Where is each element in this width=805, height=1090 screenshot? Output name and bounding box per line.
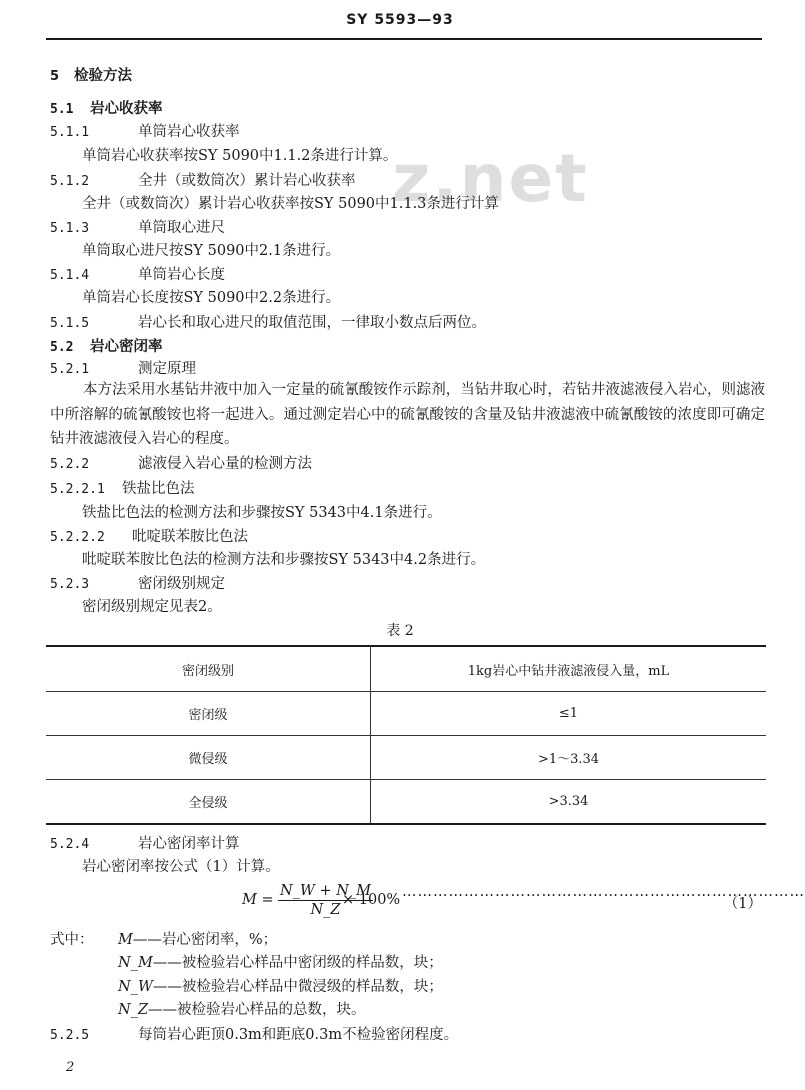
section-5-1-3: 5.1.3 单筒取心进尺 bbox=[50, 220, 225, 236]
table-cell: >1～3.34 bbox=[371, 736, 767, 780]
formula-multiplier: × 100% bbox=[342, 892, 401, 908]
body-text: 单筒岩心长度按SY 5090中2.2条进行。 bbox=[82, 290, 341, 306]
table-header-row bbox=[46, 646, 766, 692]
table-cell: ≤1 bbox=[371, 692, 767, 736]
header-rule bbox=[46, 38, 762, 40]
section-5-2-4: 5.2.4 岩心密闭率计算 bbox=[50, 836, 240, 852]
body-text: 密闭级别规定见表2。 bbox=[82, 599, 222, 615]
section-5-2-3: 5.2.3 密闭级别规定 bbox=[50, 576, 225, 592]
section-5-1-2: 5.1.2 全井（或数筒次）累计岩心收获率 bbox=[50, 173, 356, 189]
body-text: 单筒岩心收获率按SY 5090中1.1.2条进行计算。 bbox=[82, 148, 398, 164]
section-5-1-4: 5.1.4 单筒岩心长度 bbox=[50, 267, 225, 283]
body-text: 岩心密闭率按公式（1）计算。 bbox=[82, 859, 280, 875]
formula-denominator: N_Z bbox=[310, 902, 341, 918]
principle-paragraph: 本方法采用水基钻井液中加入一定量的硫氰酸铵作示踪剂，当钻井取心时，若钻井液滤液侵入岩心，则滤液中所溶解的硫氰酸铵也将一起进入。通过测定岩心中的硫氰酸铵的含量及钻井液滤液中硫氰酸铵的浓度即可确定钻井液滤液侵入岩心的程度。 bbox=[50, 382, 765, 447]
sealing-grade-table bbox=[46, 645, 766, 825]
page-number: 2 bbox=[66, 1060, 75, 1075]
table-row bbox=[46, 780, 766, 825]
section-5-2-5: 5.2.5 每筒岩心距顶0.3m和距底0.3m不检验密闭程度。 bbox=[50, 1027, 459, 1043]
body-text: 单筒取心进尺按SY 5090中2.1条进行。 bbox=[82, 243, 341, 259]
running-header: SY 5593—93 bbox=[346, 12, 454, 28]
legend-item: N_W——被检验岩心样品中微浸级的样品数，块； bbox=[118, 979, 443, 995]
legend-item: N_M——被检验岩心样品中密闭级的样品数，块； bbox=[118, 955, 443, 971]
section-5-2-2-1: 5.2.2.1 铁盐比色法 bbox=[50, 481, 195, 497]
legend-label: 式中： bbox=[50, 932, 94, 948]
section-5-2-2: 5.2.2 滤液侵入岩心量的检测方法 bbox=[50, 456, 312, 472]
section-5-2-1: 5.2.1 测定原理 bbox=[50, 361, 196, 377]
body-text: 吡啶联苯胺比色法的检测方法和步骤按SY 5343中4.2条进行。 bbox=[82, 552, 486, 568]
table-cell: 微侵级 bbox=[46, 736, 371, 780]
table-cell: >3.34 bbox=[371, 780, 767, 825]
body-text: 铁盐比色法的检测方法和步骤按SY 5343中4.1条进行。 bbox=[82, 505, 442, 521]
legend-item: M——岩心密闭率，%； bbox=[118, 932, 278, 948]
table-cell: 密闭级 bbox=[46, 692, 371, 736]
table-row bbox=[46, 736, 766, 780]
table-header-cell: 1kg岩心中钻井液滤液侵入量，mL bbox=[371, 646, 767, 692]
table-row bbox=[46, 692, 766, 736]
legend-item: N_Z——被检验岩心样品的总数，块。 bbox=[118, 1002, 366, 1018]
table-cell: 全侵级 bbox=[46, 780, 371, 825]
section-5: 5 检验方法 bbox=[50, 67, 132, 84]
formula-1 bbox=[242, 882, 805, 922]
formula-number: （1） bbox=[723, 896, 762, 912]
table-header-cell: 密闭级别 bbox=[46, 646, 371, 692]
formula-leader-dots: …………………………………………………………………… bbox=[402, 884, 805, 900]
formula-numerator: N_W + N_M bbox=[280, 883, 371, 899]
section-5-2: 5.2 岩心密闭率 bbox=[50, 338, 163, 355]
formula-lhs: M = bbox=[242, 892, 274, 908]
section-5-1: 5.1 岩心收获率 bbox=[50, 100, 163, 117]
section-5-2-2-2: 5.2.2.2 吡啶联苯胺比色法 bbox=[50, 529, 248, 545]
section-5-1-1: 5.1.1 单筒岩心收获率 bbox=[50, 124, 240, 140]
table-caption: 表 2 bbox=[386, 623, 414, 639]
section-5-1-5: 5.1.5 岩心长和取心进尺的取值范围，一律取小数点后两位。 bbox=[50, 315, 486, 331]
watermark: z.net bbox=[392, 140, 589, 217]
body-text: 全井（或数筒次）累计岩心收获率按SY 5090中1.1.3条进行计算 bbox=[82, 196, 499, 212]
